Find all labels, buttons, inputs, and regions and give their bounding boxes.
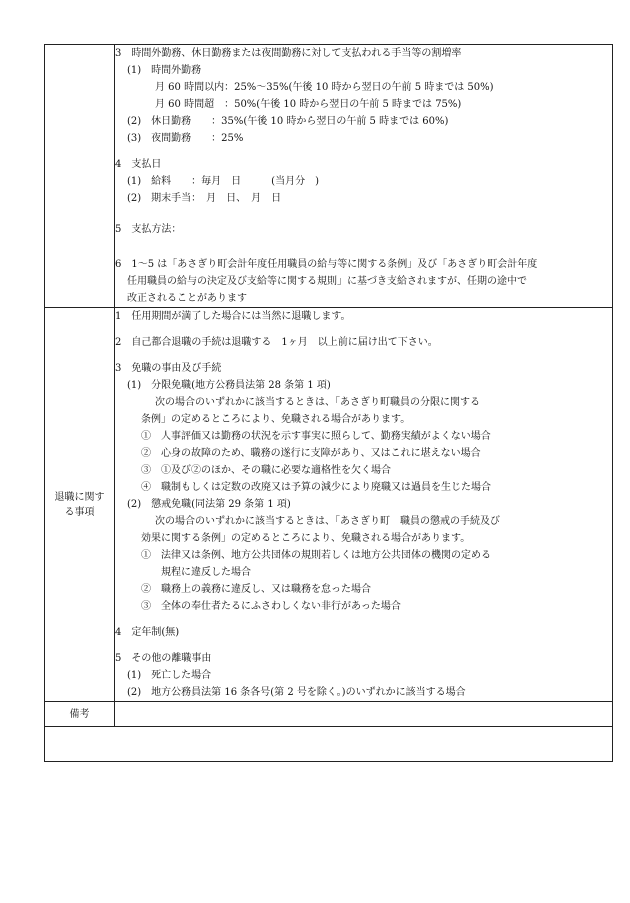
other-separation-1: (1) 死亡した場合 [127, 670, 212, 681]
dismissal-status-heading: (1) 分限免職(地方公務員法第 28 条第 1 項) [127, 380, 331, 391]
section-6-line-1: 6 1～5 は「あさぎり町会計年度任用職員の給与等に関する条例」及び「あさぎり町会計年度 [115, 259, 538, 270]
payment-method: 5 支払方法： [115, 224, 182, 235]
disciplinary-item-1a: ① 法律又は条例、地方公共団体の規則若しくは地方公共団体の機関の定める [141, 550, 491, 561]
retire-item-3-title: 3 免職の事由及び手続 [115, 363, 222, 374]
retirement-content [115, 308, 613, 702]
disciplinary-text-2: 効果に関する条例」の定めるところにより、免職される場合があります。 [141, 533, 471, 544]
overtime-within-60h: 月 60 時間以内：25%～35%(午後 10 時から翌日の午前 5 時までは 50%) [155, 82, 494, 93]
retire-item-5-title: 5 その他の離職事由 [115, 653, 212, 664]
overtime-heading: (1) 時間外勤務 [127, 65, 202, 76]
section-3-title: 3 時間外勤務、休日勤務または夜間勤務に対して支払われる手当等の割増率 [115, 48, 462, 59]
retire-item-4: 4 定年制(無) [115, 627, 180, 638]
disciplinary-text-1: 次の場合のいずれかに該当するときは、「あさぎり町 職員の懲戒の手続及び [155, 516, 500, 527]
retire-item-2: 2 自己都合退職の手続は退職する 1ヶ月 以上前に届け出て下さい。 [115, 337, 438, 348]
holiday-work-rate: (2) 休日勤務 ：35%(午後 10 時から翌日の午前 5 時までは 60%) [127, 116, 449, 127]
retirement-row [45, 308, 613, 702]
wage-rate-content [115, 45, 613, 308]
wage-rate-row [45, 45, 613, 308]
dismissal-status-text-2: 条例」の定めるところにより、免職される場合があります。 [141, 414, 411, 425]
dismissal-status-item-1: ① 人事評価又は勤務の状況を示す事実に照らして、勤務実績がよくない場合 [141, 431, 491, 442]
blank-row [45, 727, 613, 762]
remarks-value [115, 702, 613, 727]
blank-cell [45, 727, 613, 762]
overtime-over-60h: 月 60 時間超 ：50%(午後 10 時から翌日の午前 5 時までは 75%) [155, 99, 462, 110]
night-work-rate: (3) 夜間勤務 ：25% [127, 133, 244, 144]
retirement-label-line-2: る事項 [64, 506, 95, 518]
disciplinary-item-1b: 規程に違反した場合 [161, 567, 251, 578]
section-4-title: 4 支払日 [115, 159, 162, 170]
retirement-label-line-1: 退職に関す [54, 491, 105, 503]
disciplinary-dismissal-heading: (2) 懲戒免職(同法第 29 条第 1 項) [127, 499, 291, 510]
retire-item-1: 1 任用期間が満了した場合には当然に退職します。 [115, 311, 351, 322]
employment-terms-table [44, 44, 613, 762]
dismissal-status-text-1: 次の場合のいずれかに該当するときは、「あさぎり町職員の分限に関する [155, 397, 480, 408]
dismissal-status-item-4: ④ 職制もしくは定数の改廃又は予算の減少により廃職又は過員を生じた場合 [141, 482, 491, 493]
wage-rate-label-cell [45, 45, 115, 308]
other-separation-2: (2) 地方公務員法第 16 条各号(第 2 号を除く。)のいずれかに該当する場合 [127, 687, 466, 698]
bonus-payday: (2) 期末手当： 月 日、 月 日 [127, 193, 282, 204]
section-6-line-3: 改正されることがあります [127, 293, 247, 304]
disciplinary-item-2: ② 職務上の義務に違反し、又は職務を怠った場合 [141, 584, 371, 595]
remarks-label: 備考 [45, 702, 115, 727]
retirement-label-cell [45, 308, 115, 702]
disciplinary-item-3: ③ 全体の奉仕者たるにふさわしくない非行があった場合 [141, 601, 401, 612]
dismissal-status-item-2: ② 心身の故障のため、職務の遂行に支障があり、又はこれに堪えない場合 [141, 448, 481, 459]
section-6-line-2: 任用職員の給与の決定及び支給等に関する規則」に基づき支給されますが、任期の途中で [127, 276, 527, 287]
salary-payday: (1) 給料 ：毎月 日 (当月分 ) [127, 176, 319, 187]
remarks-row [45, 702, 613, 727]
dismissal-status-item-3: ③ ①及び②のほか、その職に必要な適格性を欠く場合 [141, 465, 391, 476]
